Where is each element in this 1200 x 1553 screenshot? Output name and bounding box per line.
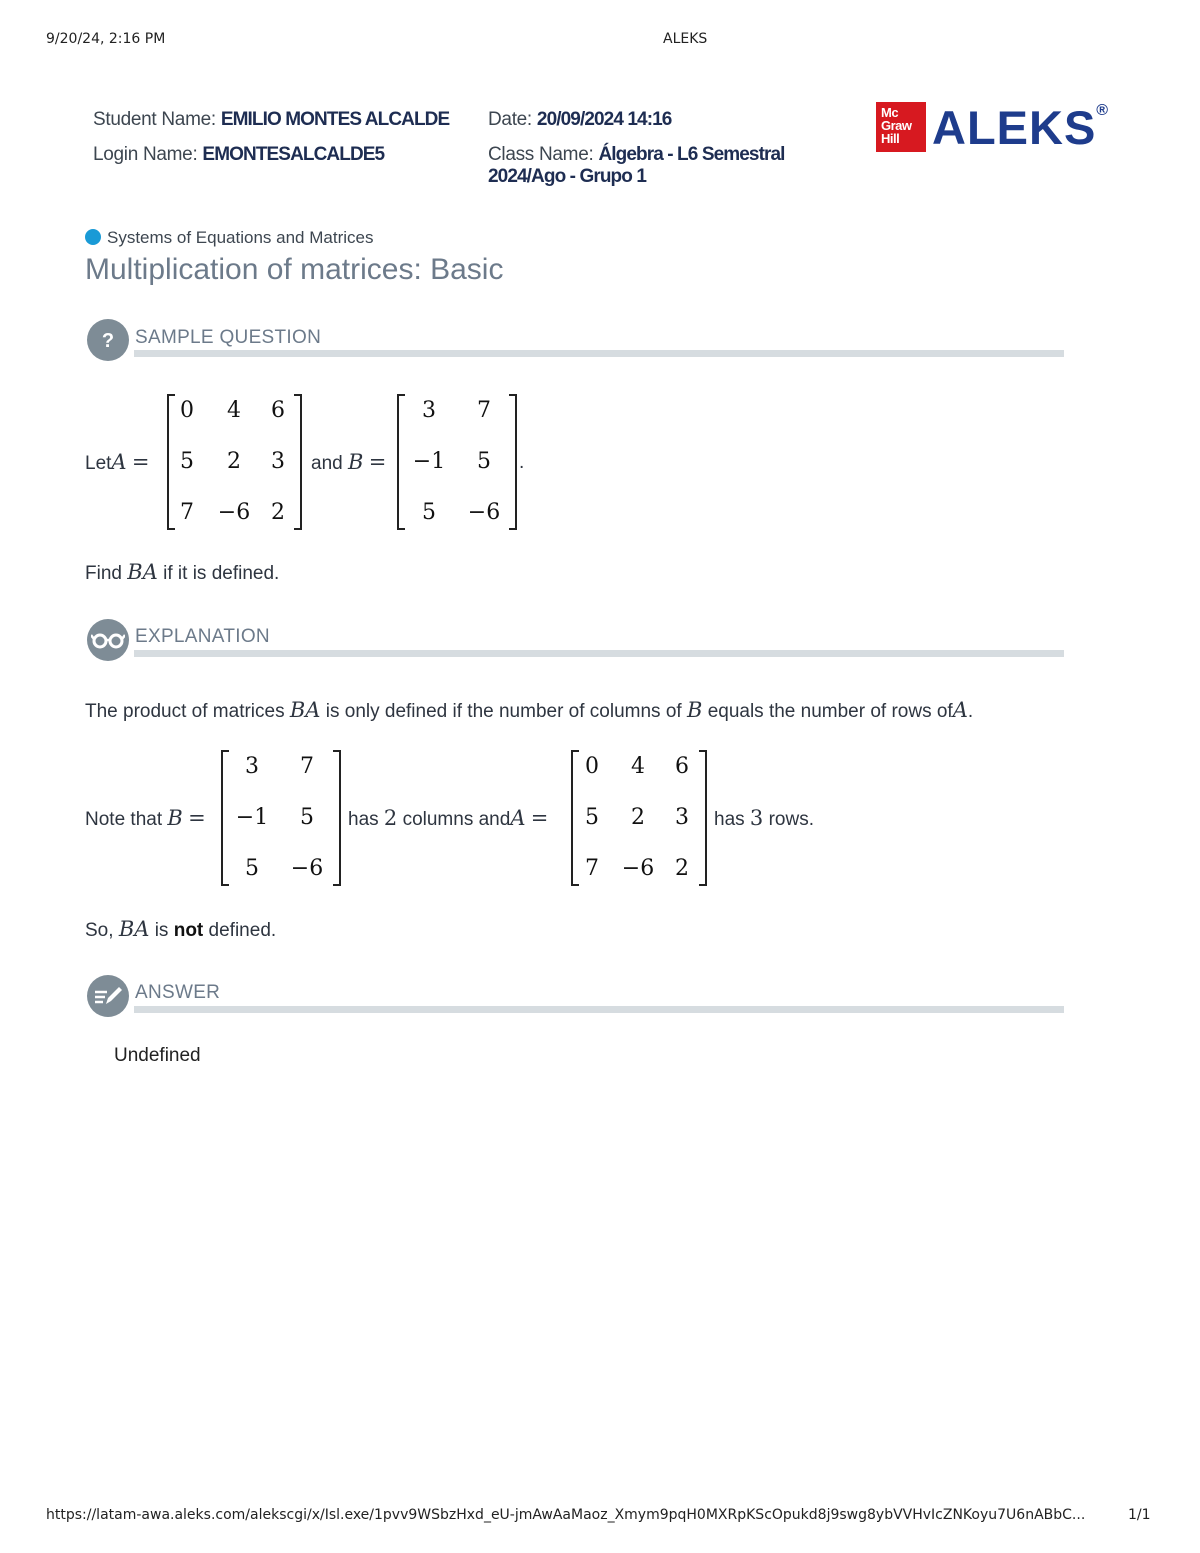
matrix-cell: −6 (290, 856, 324, 881)
topic-dot-icon (85, 229, 101, 245)
question-let-row (85, 450, 149, 475)
date-value: 20/09/2024 14:16 (536, 109, 672, 130)
matrix-cell: 5 (245, 856, 259, 881)
matrix-cell: 5 (477, 449, 491, 474)
date-row (488, 109, 671, 131)
logo-hill: Hill (881, 131, 900, 146)
equals-sign: = (368, 450, 387, 474)
var-ba: BA (118, 917, 150, 941)
has-text: has (348, 809, 379, 830)
matrix-cell: 5 (180, 449, 194, 474)
class-name-label: Class Name: (488, 144, 594, 165)
matrix-cell: 7 (585, 856, 599, 881)
login-name-value: EMONTESALCALDE5 (202, 144, 385, 165)
matrix-cell: 7 (180, 500, 194, 525)
period: . (967, 701, 974, 722)
glasses-icon (87, 619, 129, 661)
var-a: A (952, 698, 968, 722)
matrix-cell: −6 (217, 500, 251, 525)
print-title: ALEKS (663, 31, 708, 47)
registered-mark: ® (1096, 102, 1110, 119)
matrix-cell: 3 (245, 754, 259, 779)
matrix-cell: 2 (631, 805, 645, 830)
expl-text: is only defined if the number of columns of (325, 701, 682, 722)
matrix-cell: 7 (300, 754, 314, 779)
matrix-cell: 6 (675, 754, 689, 779)
pencil-note-glyph (93, 984, 123, 1008)
class-name-value-line1: Álgebra - L6 Semestral (598, 144, 785, 165)
print-datetime: 9/20/24, 2:16 PM (46, 31, 166, 47)
var-b: B (686, 698, 703, 722)
mcgraw-hill-logo (876, 102, 926, 152)
pencil-note-icon (87, 975, 129, 1017)
explanation-label: EXPLANATION (135, 626, 270, 647)
matrix-cell: 7 (477, 398, 491, 423)
note-that-row (85, 806, 206, 831)
conclusion-row (85, 917, 276, 942)
and-text: and (311, 453, 343, 474)
question-icon (87, 319, 129, 361)
student-name-label: Student Name: (93, 109, 216, 130)
explanation-rule (134, 650, 1064, 657)
defined-text: defined. (208, 920, 277, 941)
matrix-cell: 2 (271, 500, 285, 525)
equals-sign: = (188, 806, 206, 830)
if-defined-text: if it is defined. (163, 563, 280, 584)
explanation-matrix-a (571, 750, 707, 886)
question-find-row (85, 560, 279, 585)
has-text: has (714, 809, 745, 830)
var-a: A (510, 806, 526, 830)
date-label: Date: (488, 109, 532, 130)
matrix-cell: 6 (271, 398, 285, 423)
var-ba: BA (127, 560, 158, 584)
so-text: So, (85, 920, 114, 941)
sample-question-label: SAMPLE QUESTION (135, 327, 322, 348)
answer-rule (134, 1006, 1064, 1013)
mcgraw-hill-box (876, 102, 926, 152)
class-name-value-line2: 2024/Ago - Grupo 1 (488, 166, 647, 187)
equals-sign: = (131, 450, 150, 474)
expl-text: equals the number of rows of (707, 701, 953, 722)
let-text: Let (85, 453, 112, 474)
columns-and-text: columns and (402, 809, 511, 830)
is-text: is (154, 920, 169, 941)
matrix-cell: 0 (180, 398, 194, 423)
svg-text:?: ? (101, 330, 115, 352)
expl-text: The product of matrices (85, 701, 285, 722)
sample-question-rule (134, 350, 1064, 357)
question-matrix-a (167, 394, 302, 530)
question-matrix-b (397, 394, 517, 530)
matrix-cell: 3 (271, 449, 285, 474)
var-ba: BA (289, 698, 321, 722)
topic-category: Systems of Equations and Matrices (107, 228, 374, 247)
note-that-text: Note that (85, 809, 163, 830)
matrix-cell: 5 (300, 805, 314, 830)
num-columns: 2 (383, 806, 398, 830)
matrix-cell: 4 (227, 398, 241, 423)
glasses-glyph (91, 630, 125, 650)
answer-value: Undefined (114, 1045, 201, 1066)
logo-graw: Graw (881, 118, 912, 133)
matrix-cell: 5 (422, 500, 436, 525)
matrix-cell: 2 (227, 449, 241, 474)
aleks-logo (932, 100, 1109, 155)
matrix-cell: 0 (585, 754, 599, 779)
matrix-cell: 2 (675, 856, 689, 881)
question-mark-glyph (96, 328, 120, 352)
equals-sign: = (530, 806, 549, 830)
var-b: B (347, 450, 364, 474)
not-text: not (173, 920, 204, 941)
has-columns-row (348, 806, 548, 831)
student-name-row (93, 109, 449, 131)
answer-label: ANSWER (135, 982, 221, 1003)
find-text: Find (85, 563, 122, 584)
page-title: Multiplication of matrices: Basic (85, 253, 504, 286)
var-b: B (167, 806, 183, 830)
student-name-value: EMILIO MONTES ALCALDE (220, 109, 450, 130)
footer-url[interactable]: https://latam-awa.aleks.com/alekscgi/x/Isl.exe/1pvv9WSbzHxd_eU-jmAwAaMaoz_Xmym9pqH0MXRpKScOpukd8j9swg8ybVVHvIcZNKoyu7U6nABbC... (46, 1507, 1086, 1523)
var-a: A (111, 450, 127, 474)
matrix-cell: −6 (621, 856, 655, 881)
matrix-cell: 5 (585, 805, 599, 830)
matrix-cell: −6 (467, 500, 501, 525)
matrix-cell: 3 (422, 398, 436, 423)
explanation-rule-text (85, 698, 973, 723)
matrix-cell: 3 (675, 805, 689, 830)
login-name-label: Login Name: (93, 144, 198, 165)
footer-page-number: 1/1 (1128, 1507, 1151, 1523)
class-name-row (488, 144, 785, 188)
matrix-cell: −1 (235, 805, 269, 830)
question-and-row (311, 450, 386, 475)
question-period: . (519, 452, 525, 473)
has-rows-row (714, 806, 814, 831)
matrix-cell: −1 (412, 449, 446, 474)
login-name-row (93, 144, 384, 166)
aleks-logo-text: ALEKS (932, 101, 1097, 154)
explanation-matrix-b (221, 750, 341, 886)
matrix-cell: 4 (631, 754, 645, 779)
logo-mc: Mc (881, 105, 899, 120)
rows-text: rows. (768, 809, 814, 830)
num-rows: 3 (749, 806, 764, 830)
